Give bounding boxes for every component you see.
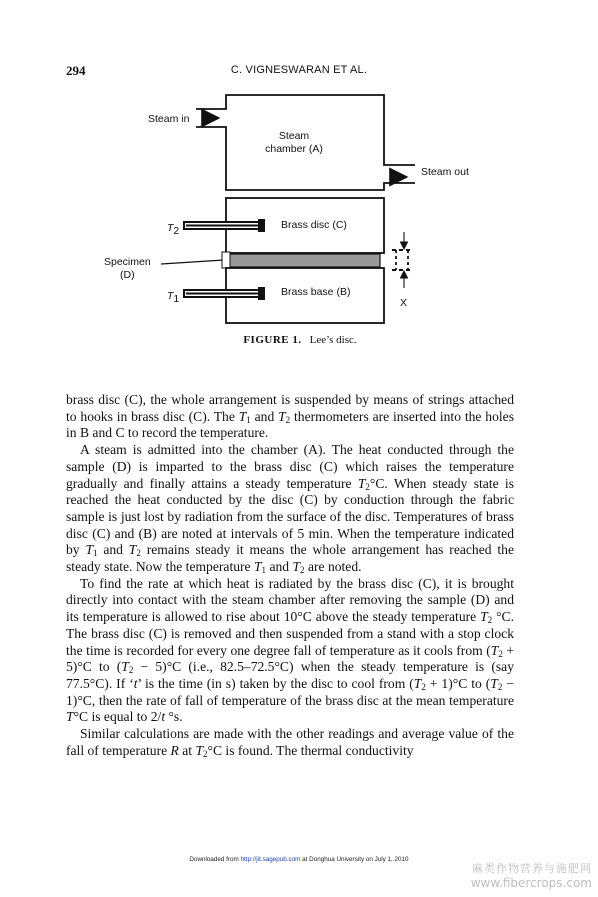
body-text [66, 392, 514, 759]
figure-caption: FIGURE 1. Lee’s disc. [243, 334, 357, 346]
watermark-cn: 麻类作物营养与施肥网 [472, 862, 592, 875]
thermometer-t1-tip [258, 287, 265, 300]
page-number: 294 [66, 63, 86, 78]
t2-label: T2 [167, 222, 180, 237]
specimen-layer [226, 254, 380, 267]
footer-link[interactable]: http://jit.sagepub.com [240, 856, 301, 863]
thermometer-t2-tip [258, 219, 265, 232]
steam-chamber-label-line1: Steam [278, 130, 310, 142]
lees-disc-figure [0, 0, 598, 360]
specimen-clip [222, 252, 230, 268]
brass-disc-label: Brass disc (C) [281, 219, 347, 231]
t1-label: T1 [167, 290, 180, 305]
watermark [471, 862, 592, 890]
specimen-label-line2: (D) [120, 269, 135, 281]
paragraph-4: Similar calculations are made with the other readings and average value of the fall of temperature R at $T_2^\circ C$ is found. The thermal conductivity [66, 726, 514, 759]
running-head: C. VIGNESWARAN ET AL. [230, 64, 368, 76]
paragraph-2: A steam is admitted into the chamber (A). The heat conducted through the sample (D) is imparted to the brass disc (C) which raises the temperature gradually and finally attains a steady temperature $T_2^\circ C$. When steady state is reached the heat conducted by the disc (C) by conduction through the fabric sample is just lost by radiation from the surface of the disc. Temperatures of brass disc (C) and (B) are noted at intervals of 5 min. When the temperature indicated by $T_1$ and $T_2$ remains steady it means the whole arrangement has reached the steady state. Now the temperature $T_1$ and $T_2$ are noted. [66, 442, 515, 576]
specimen-pointer [161, 260, 224, 264]
steam-chamber-label-line2: chamber (A) [265, 143, 323, 155]
steam-in-label: Steam in [148, 113, 190, 125]
paragraph-1: brass disc (C), the whole arrangement is suspended by means of strings attached to hooks in brass disc (C). The $T_1$ and $T_2$ thermometers are inserted into the holes in B and C to record the temperature. [66, 392, 514, 441]
steam-out-label: Steam out [421, 166, 469, 178]
specimen-label-line1: Specimen [104, 256, 151, 268]
brass-base-label: Brass base (B) [281, 286, 351, 298]
download-footer: Downloaded from http://jit.sagepub.com at Donghua University on July 1, 2010 [189, 856, 409, 863]
paragraph-3: To find the rate at which heat is radiated by the brass disc (C), it is brought directly into contact with the steam chamber after removing the sample (D) and its temperature is allowed to rise about 10°C above the steady temperature $T_2$ °C. The brass disc (C) is removed and then suspended from a stand with a stop clock the time is recorded for every one degree fall of temperature as it cools from $(T_2 + 5)^\circ C$ to $(T_2 - 5)^\circ C$ (i.e., 82.5–72.5°C) when the steady temperature is (say 77.5°C). If ‘t’ is the time (in s) taken by the disc to cool from $(T_2 + 1)^\circ C$ to $(T_2 - 1)^\circ C$, then the rate of fall of temperature of the brass disc at the mean temperature T°C is equal to 2/t °s. [66, 575, 514, 725]
section-x-label: X [400, 297, 408, 309]
watermark-url: www.fibercrops.com [470, 876, 592, 890]
